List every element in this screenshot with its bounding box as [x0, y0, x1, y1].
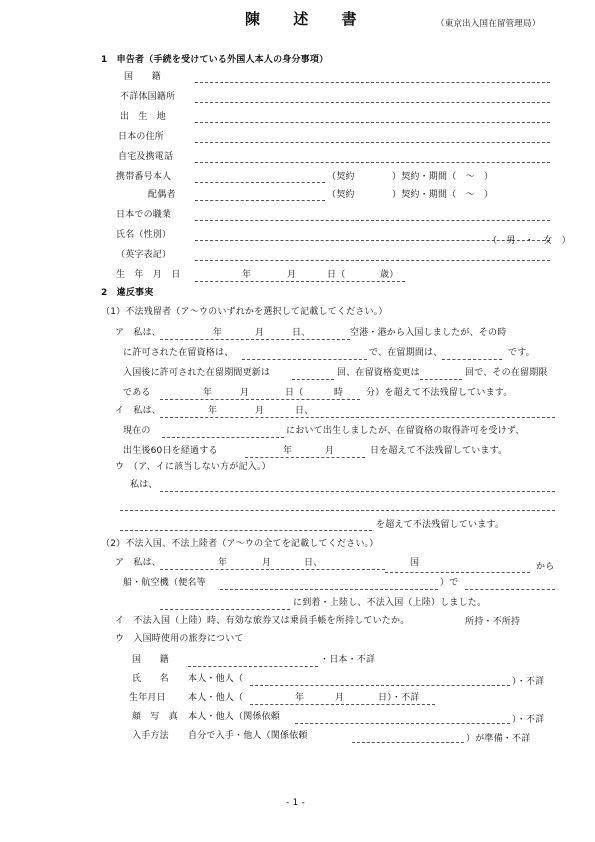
overstay-a-line4-a: である	[123, 388, 151, 398]
entry-a-arrival-line	[160, 609, 290, 610]
overstay-b-line1	[160, 417, 555, 418]
birthdate-age: 歳）	[380, 270, 399, 280]
entry-a-country-line	[385, 572, 530, 573]
overstay-a-line3-a: 入国後に許可された在留期間更新は	[123, 368, 271, 378]
passport-method-line	[352, 742, 464, 743]
passport-row-tail: ）・不詳	[512, 715, 545, 725]
mobile-self-carrier: （契約	[327, 172, 355, 182]
entry-heading: （2）不法入国、不法上陸者（ア～ウの全てを記載してください。）	[101, 539, 379, 549]
label-mobile-self: 携帯番号本人	[116, 172, 172, 182]
overstay-a-change-line	[420, 379, 462, 380]
overstay-b-line2-a: 現在の	[123, 426, 151, 436]
occupation-line	[195, 220, 550, 221]
label-address-japan: 日本の住所	[118, 132, 165, 142]
overstay-c-line-a	[160, 491, 555, 492]
nationality-line	[195, 82, 550, 83]
overstay-a-period-line	[442, 359, 502, 360]
entry-a-vessel-line	[465, 589, 555, 590]
passport-photo-line	[295, 723, 510, 724]
overstay-a-port: 空港・港から入国しましたが、その時	[350, 328, 507, 338]
label-name-gender: 氏名（性別）	[116, 230, 172, 240]
birthdate-month: 月	[287, 270, 297, 280]
entry-a-flight-line	[220, 589, 438, 590]
passport-nationality-line	[188, 666, 318, 667]
overstay-heading: （1）不法残留者（ア～ウのいずれかを選択して記載してください。）	[101, 307, 388, 317]
overstay-a-line4-b: 年	[203, 388, 213, 398]
entry-a-line2-b: ）で	[440, 578, 459, 588]
birthdate-day: 日（	[327, 270, 346, 280]
label-birthdate: 生 年 月 日	[116, 270, 181, 280]
passport-row-label: 入手方法	[132, 731, 169, 741]
passport-row-value: 本人・他人（関係依頼	[188, 712, 281, 722]
document-title: 陳 述 書	[245, 10, 371, 28]
mobile-spouse-period: ）契約・期間（ ～ ）	[392, 190, 494, 200]
label-occupation: 日本での職業	[116, 210, 172, 220]
overstay-c-line2: 私は、	[130, 480, 158, 490]
entry-a-date-line	[160, 569, 385, 570]
overstay-a-line2-c: です。	[508, 348, 535, 358]
overstay-a-line4-f: 分）を超えて不法残留しています。	[366, 388, 513, 398]
home-phone-line	[195, 162, 550, 163]
overstay-a-renewal-line	[292, 379, 334, 380]
office-name: （東京出入国在留管理局）	[436, 19, 541, 29]
overstay-b-day: 日、	[295, 406, 314, 416]
birthdate-line	[195, 281, 405, 282]
label-home-phone: 自宅及携電話	[118, 152, 174, 162]
entry-a-label: ア 私は、	[115, 558, 162, 568]
entry-c-label: ウ 入国時使用の旅券について	[115, 634, 244, 644]
overstay-a-day: 日、	[292, 328, 311, 338]
passport-name-line	[250, 685, 510, 686]
entry-a-country: 国	[410, 558, 420, 568]
label-nationality: 国 籍	[124, 72, 161, 82]
overstay-b-line3-c: 月	[325, 446, 335, 456]
affiliation-line	[195, 102, 550, 103]
overstay-c-line-c	[120, 530, 372, 531]
overstay-a-line4-dash	[160, 399, 360, 400]
entry-b-text: イ 不法入国（上陸）時、有効な旅券又は乗員手帳を所持していたか。	[115, 616, 410, 626]
overstay-a-label: ア 私は、	[115, 328, 162, 338]
label-affiliation: 不詳体国籍所	[120, 92, 176, 102]
overstay-b-line3-b: 年	[283, 446, 293, 456]
overstay-a-status-line	[242, 359, 367, 360]
overstay-a-line3-b: 回、在留資格変更は	[337, 368, 420, 378]
overstay-a-line3-c: 回で、その在留期限	[465, 368, 548, 378]
entry-a-day: 日、	[304, 558, 323, 568]
passport-row-year: 年	[295, 693, 305, 703]
address-line	[195, 142, 550, 143]
overstay-b-month: 月	[255, 406, 265, 416]
passport-row-value: 本人・他人（	[188, 674, 244, 684]
entry-a-line3: に到着・上陸し、不法入国（上陸）しました。	[293, 598, 487, 608]
passport-row-value: 自分で入手・他人（関係依頼	[188, 731, 308, 741]
passport-row-value: ・日本・不詳	[320, 655, 376, 665]
label-mobile-spouse: 配偶者	[148, 190, 176, 200]
gender-options: （ 男 ・ 女 ）	[488, 236, 571, 246]
overstay-b-year: 年	[208, 406, 218, 416]
overstay-a-line4-e: 時	[334, 388, 344, 398]
english-name-line	[195, 260, 550, 261]
entry-b-options: 所持・不所持	[465, 617, 521, 627]
overstay-b-line2-b: において出生しましたが、在留資格の取得許可を受けず、	[286, 426, 525, 436]
entry-a-year: 年	[218, 558, 228, 568]
passport-row-tail: ）が準備・不詳	[466, 734, 531, 744]
section2-heading: 2 違反事実	[101, 288, 154, 298]
mobile-self-period: ）契約・期間（ ～ ）	[392, 172, 494, 182]
overstay-a-line2-b: で、在留期間は、	[369, 348, 443, 358]
mobile-spouse-carrier: （契約	[327, 190, 355, 200]
section1-heading: 1 申告者（手続を受けている外国人本人の身分事項）	[101, 55, 329, 65]
overstay-b-line3-d: 日を超えて不法残留しています。	[370, 446, 508, 456]
overstay-b-place-line	[162, 437, 284, 438]
overstay-c-label: ウ （ア、イに該当しない方が記入。）	[115, 462, 271, 472]
birthdate-year: 年	[242, 270, 252, 280]
label-birthplace: 出 生 地	[120, 112, 167, 122]
passport-birth-line	[250, 704, 435, 705]
overstay-a-line1	[160, 339, 350, 340]
passport-row-label: 氏 名	[132, 674, 169, 684]
overstay-b-label: イ 私は、	[115, 406, 162, 416]
overstay-a-line4-c: 月	[240, 388, 250, 398]
overstay-a-month: 月	[255, 328, 265, 338]
birthplace-line	[195, 122, 550, 123]
overstay-b-line3-dash	[245, 457, 365, 458]
mobile-self-line	[195, 182, 325, 183]
passport-row-tail: ）・不詳	[512, 677, 545, 687]
overstay-c-line-b	[120, 510, 555, 511]
entry-a-month: 月	[262, 558, 272, 568]
overstay-c-line4: を超えて不法残留しています。	[376, 520, 505, 530]
passport-row-label: 国 籍	[132, 655, 169, 665]
overstay-a-year: 年	[213, 328, 223, 338]
mobile-spouse-line	[195, 200, 325, 201]
overstay-a-line4-d: 日（	[285, 388, 304, 398]
passport-row-month: 月	[335, 693, 345, 703]
passport-row-label: 顔 写 真	[132, 712, 179, 722]
passport-row-day: 日）・不詳	[378, 693, 420, 703]
overstay-b-line3-a: 出生後60日を経過する	[123, 446, 218, 456]
entry-a-line2-a: 船・航空機（便名等	[123, 578, 206, 588]
overstay-a-line2-a: に許可された在留資格は、	[123, 348, 234, 358]
label-english-name: （英字表記）	[116, 250, 172, 260]
passport-row-value: 本人・他人（	[188, 693, 244, 703]
entry-a-from: から	[536, 562, 555, 572]
page-number: - 1 -	[286, 798, 305, 808]
passport-row-label: 生年月日	[129, 693, 166, 703]
